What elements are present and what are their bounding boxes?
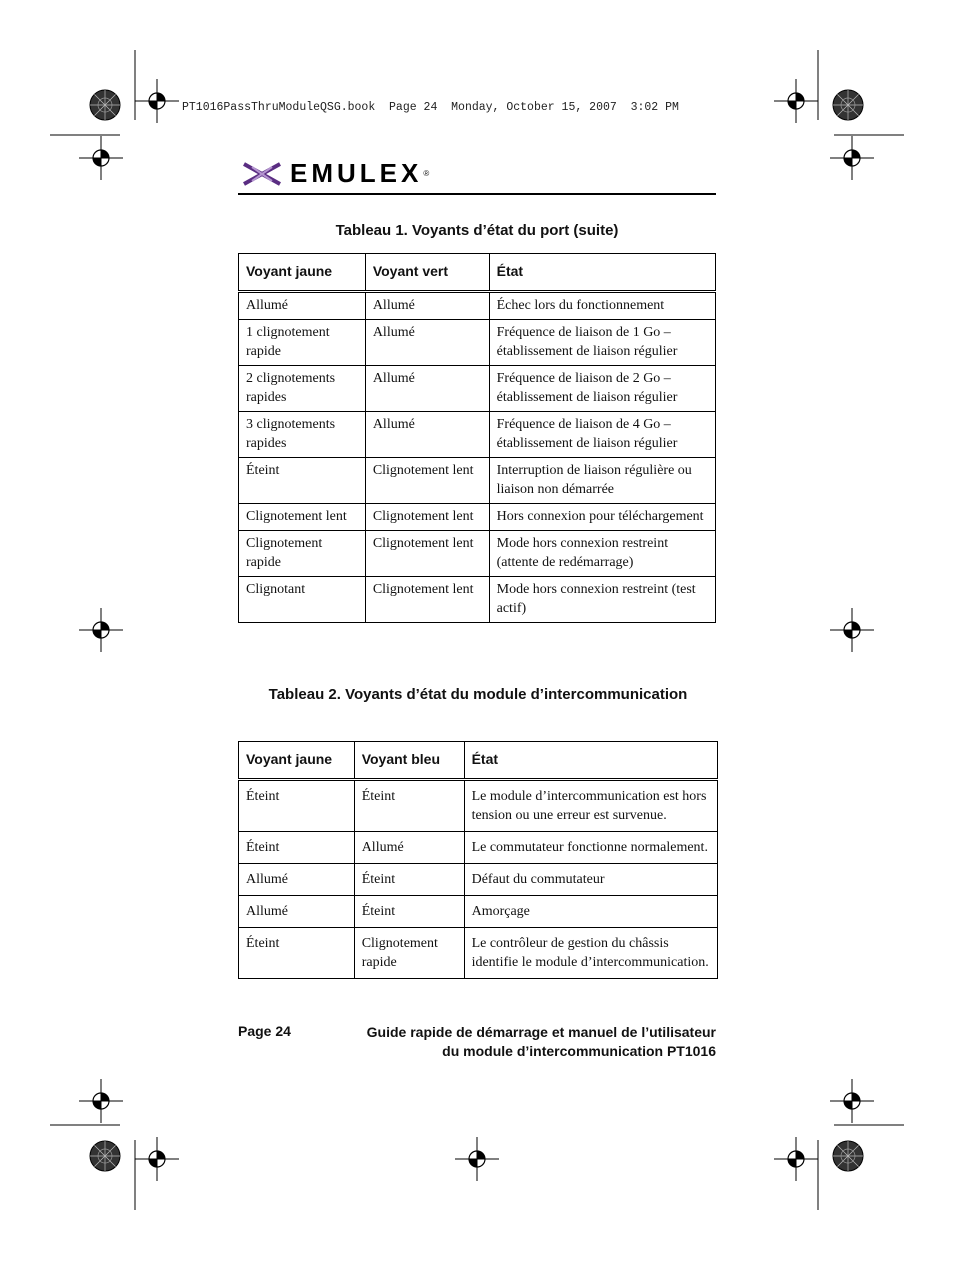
table-cell: Fréquence de liaison de 1 Go – établissement de liaison régulier — [489, 320, 715, 366]
crosshair-mark — [79, 608, 123, 652]
starburst-mark — [833, 90, 863, 120]
table-cell: Éteint — [354, 896, 464, 928]
crosshair-mark — [830, 136, 874, 180]
crosshair-mark — [830, 608, 874, 652]
logo-text: EMULEX — [290, 158, 423, 188]
table-cell: Allumé — [239, 292, 366, 320]
logo-registered: ® — [423, 169, 430, 178]
crosshair-mark — [135, 79, 179, 123]
crosshair-mark — [774, 1137, 818, 1181]
table-row — [239, 896, 718, 928]
table-cell: Clignotant — [239, 577, 366, 623]
table-row — [239, 412, 716, 458]
table2-header-cell: Voyant bleu — [354, 742, 464, 780]
starburst-mark — [90, 1141, 120, 1171]
table-row — [239, 531, 716, 577]
header-rule — [238, 193, 716, 195]
crosshair-mark — [774, 79, 818, 123]
table2-header-cell: État — [464, 742, 717, 780]
table-cell: Allumé — [365, 292, 489, 320]
starburst-mark — [90, 90, 120, 120]
table-cell: Allumé — [239, 896, 355, 928]
table2-title: Tableau 2. Voyants d’état du module d’intercommunication — [268, 686, 688, 703]
table-cell: 1 clignotement rapide — [239, 320, 366, 366]
table-cell: Échec lors du fonctionnement — [489, 292, 715, 320]
table-cell: 3 clignotements rapides — [239, 412, 366, 458]
table-cell: 2 clignotements rapides — [239, 366, 366, 412]
table-cell: Amorçage — [464, 896, 717, 928]
table-cell: Clignotement lent — [365, 504, 489, 531]
emulex-logo — [242, 158, 429, 189]
table-cell: Clignotement lent — [365, 577, 489, 623]
table-row — [239, 292, 716, 320]
table-cell: Allumé — [239, 864, 355, 896]
table-row — [239, 320, 716, 366]
table-row — [239, 864, 718, 896]
table-cell: Éteint — [239, 780, 355, 832]
footer-title — [367, 1023, 716, 1061]
table1-title: Tableau 1. Voyants d’état du port (suite) — [335, 222, 619, 239]
table1-header-cell: Voyant vert — [365, 254, 489, 292]
table-cell: Éteint — [239, 928, 355, 979]
crosshair-mark — [135, 1137, 179, 1181]
table-cell: Fréquence de liaison de 2 Go – établissement de liaison régulier — [489, 366, 715, 412]
table-row — [239, 928, 718, 979]
footer-page-number: Page 24 — [238, 1023, 291, 1039]
table-cell: Hors connexion pour téléchargement — [489, 504, 715, 531]
table-row — [239, 577, 716, 623]
crosshair-mark — [79, 1079, 123, 1123]
table1 — [238, 253, 716, 623]
table-row — [239, 366, 716, 412]
table-cell: Clignotement lent — [365, 531, 489, 577]
footer-title-line1: Guide rapide de démarrage et manuel de l’utilisateur — [366, 1024, 716, 1040]
table-cell: Interruption de liaison régulière ou liaison non démarrée — [489, 458, 715, 504]
table1-header-row — [239, 254, 716, 292]
table-cell: Clignotement rapide — [354, 928, 464, 979]
table2 — [238, 741, 718, 979]
table-cell: Le commutateur fonctionne normalement. — [464, 832, 717, 864]
table-cell: Le module d’intercommunication est hors tension ou une erreur est survenue. — [464, 780, 717, 832]
table-cell: Éteint — [354, 864, 464, 896]
table1-header-cell: Voyant jaune — [239, 254, 366, 292]
table-cell: Fréquence de liaison de 4 Go – établissement de liaison régulier — [489, 412, 715, 458]
table-cell: Mode hors connexion restreint (attente de redémarrage) — [489, 531, 715, 577]
table-cell: Éteint — [239, 458, 366, 504]
crosshair-mark — [830, 1079, 874, 1123]
table-cell: Allumé — [365, 366, 489, 412]
table-cell: Allumé — [365, 412, 489, 458]
book-header: PT1016PassThruModuleQSG.book Page 24 Monday, October 15, 2007 3:02 PM — [182, 101, 679, 114]
table-cell: Clignotement lent — [239, 504, 366, 531]
emulex-logo-icon — [242, 159, 282, 189]
table1-header-cell: État — [489, 254, 715, 292]
table-cell: Clignotement rapide — [239, 531, 366, 577]
table-cell: Défaut du commutateur — [464, 864, 717, 896]
table-row — [239, 458, 716, 504]
table-row — [239, 504, 716, 531]
crosshair-mark — [455, 1137, 499, 1181]
crosshair-mark — [79, 136, 123, 180]
table-cell: Allumé — [354, 832, 464, 864]
starburst-mark — [833, 1141, 863, 1171]
footer-title-line2: du module d’intercommunication PT1016 — [442, 1043, 716, 1059]
table-row — [239, 832, 718, 864]
table2-header-cell: Voyant jaune — [239, 742, 355, 780]
table-cell: Mode hors connexion restreint (test actif) — [489, 577, 715, 623]
table-cell: Clignotement lent — [365, 458, 489, 504]
table-cell: Le contrôleur de gestion du châssis identifie le module d’intercommunication. — [464, 928, 717, 979]
table-cell: Éteint — [239, 832, 355, 864]
table-cell: Allumé — [365, 320, 489, 366]
table2-header-row — [239, 742, 718, 780]
table-row — [239, 780, 718, 832]
table-cell: Éteint — [354, 780, 464, 832]
